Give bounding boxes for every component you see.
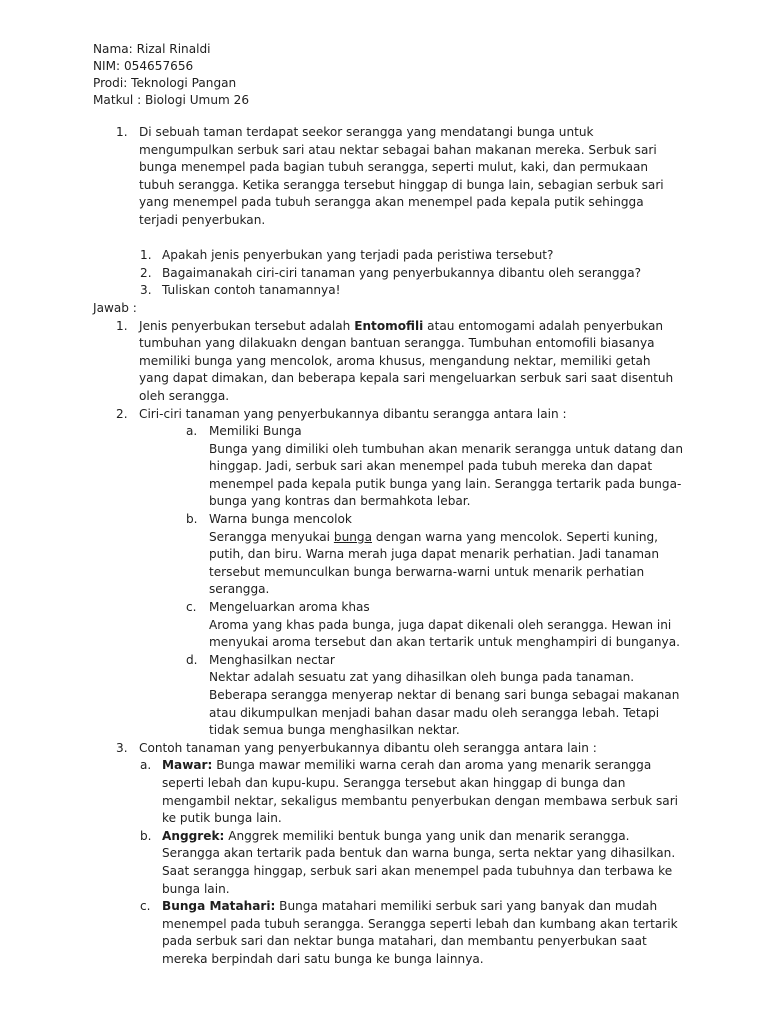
sub-question [93, 282, 683, 300]
trait-title: Menghasilkan nectar [209, 652, 335, 667]
answer-3-intro: Contoh tanaman yang penyerbukannya dibantu oleh serangga antara lain : [139, 740, 597, 755]
answer-number: 3. [116, 740, 128, 755]
answer-label: Jawab : [93, 300, 137, 315]
trait-letter: c. [186, 600, 197, 615]
question-section [93, 124, 683, 969]
example-letter: c. [140, 899, 151, 914]
student-name: Nama: Rizal Rinaldi [93, 42, 211, 56]
trait-desc: Serangga menyukai bunga dengan warna yang mencolok. Seperti kuning, putih, dan biru. Warna merah juga dapat menarik perhatian. Jadi tanaman tersebut memunculkan bunga berwarna-warni untuk menarik perhatian serangga. [209, 529, 660, 597]
example-list [140, 757, 683, 968]
answer-number: 2. [116, 406, 128, 421]
answer-2-intro: Ciri-ciri tanaman yang penyerbukannya dibantu serangga antara lain : [139, 406, 567, 421]
example-name: Anggrek: [162, 828, 225, 843]
sub-question [93, 247, 683, 265]
trait-desc: Aroma yang khas pada bunga, juga dapat dikenali oleh serangga. Hewan ini menyukai aroma tersebut dan akan tertarik untuk menghampiri di bunganya. [209, 617, 680, 650]
example-letter: b. [140, 828, 152, 843]
answer-2 [93, 406, 683, 740]
answer-3 [93, 740, 683, 969]
example-item [140, 898, 683, 968]
trait-letter: a. [186, 424, 198, 439]
sub-question-text: Apakah jenis penyerbukan yang terjadi pada peristiwa tersebut? [162, 248, 554, 263]
trait-title: Mengeluarkan aroma khas [209, 600, 370, 615]
trait-letter: d. [186, 652, 198, 667]
trait-title: Warna bunga mencolok [209, 512, 352, 527]
sub-question-text: Tuliskan contoh tanamannya! [162, 283, 341, 298]
answer-1-text: Jenis penyerbukan tersebut adalah Entomofili atau entomogami adalah penyerbukan tumbuhan yang dilakuakn dengan bantuan serangga. Tumbuhan entomofili biasanya memiliki bunga yang mencolok, aroma khusus, mengandung nektar, memiliki getah yang dapat dimakan, dan beberapa kepala sari mengeluarkan serbuk sari saat disentuh oleh serangga. [139, 318, 674, 403]
example-name: Bunga Matahari: [162, 899, 276, 914]
trait-item [186, 423, 684, 511]
example-text: Anggrek memiliki bentuk bunga yang unik dan menarik serangga. Serangga akan tertarik pada bentuk dan warna bunga, serta nektar yang dihasilkan. Saat serangga hinggap, serbuk sari akan menempel pada tubuhnya dan terbawa ke bunga lain. [162, 828, 676, 896]
study-program: Prodi: Teknologi Pangan [93, 76, 237, 90]
course-name: Matkul : Biologi Umum 26 [93, 93, 250, 107]
trait-title: Memiliki Bunga [209, 424, 302, 439]
trait-item [186, 652, 683, 740]
example-name: Mawar: [162, 758, 213, 773]
example-item [140, 828, 683, 898]
sub-question-number: 1. [140, 248, 152, 263]
sub-question-number: 2. [140, 265, 152, 280]
trait-desc: Nektar adalah sesuatu zat yang dihasilkan oleh bunga pada tanaman. Beberapa serangga menyerap nektar di benang sari bunga sebagai makanan atau dikumpulkan menjadi bahan dasar madu oleh serangga lebah. Tetapi tidak semua bunga menghasilkan nektar. [209, 670, 680, 738]
student-nim: NIM: 054657656 [93, 59, 194, 73]
sub-question-text: Bagaimanakah ciri-ciri tanaman yang penyerbukannya dibantu oleh serangga? [162, 265, 642, 280]
student-header [93, 41, 249, 109]
question-text: Di sebuah taman terdapat seekor serangga yang mendatangi bunga untuk mengumpulkan serbuk sari atau nektar sebagai bahan makanan mereka. Serbuk sari bunga menempel pada bagian tubuh serangga, seperti mulut, kaki, dan permukaan tubuh serangga. Ketika serangga tersebut hinggap di bunga lain, sebagian serbuk sari yang menempel pada tubuh serangga akan menempel pada kepala putik sehingga terjadi penyerbukan. [139, 125, 664, 227]
trait-letter: b. [186, 512, 198, 527]
trait-item [186, 511, 683, 599]
trait-list [186, 423, 684, 740]
trait-item [186, 599, 683, 652]
example-text: Bunga matahari memiliki serbuk sari yang banyak dan mudah menempel pada tubuh serangga. Serangga seperti lebah dan kumbang akan tertarik pada serbuk sari dan nektar bunga matahari, dan membantu penyerbukan saat mereka berpindah dari satu bunga ke bunga lainnya. [162, 899, 678, 966]
answer-1 [93, 318, 683, 406]
underlined-word: bunga [333, 529, 372, 544]
term-entomofili: Entomofili [354, 318, 424, 333]
answer-number: 1. [116, 318, 128, 333]
question-number: 1. [116, 125, 128, 139]
sub-question-number: 3. [140, 283, 152, 298]
example-item [140, 757, 683, 827]
question-case [93, 124, 683, 230]
trait-desc: Bunga yang dimiliki oleh tumbuhan akan menarik serangga untuk datang dan hinggap. Jadi, serbuk sari akan menempel pada tubuh mereka dan dapat menempel pada kepala putik bunga yang lain. Serangga tertarik pada bunga-bunga yang kontras dan bermahkota lebar. [209, 441, 684, 509]
example-letter: a. [140, 758, 152, 773]
sub-question [93, 265, 683, 283]
example-text: Bunga mawar memiliki warna cerah dan aroma yang menarik serangga seperti lebah dan kupu-kupu. Serangga tersebut akan hinggap di bunga dan mengambil nektar, sekaligus membantu penyerbukan dengan membawa serbuk sari ke putik bunga lain. [162, 758, 679, 826]
